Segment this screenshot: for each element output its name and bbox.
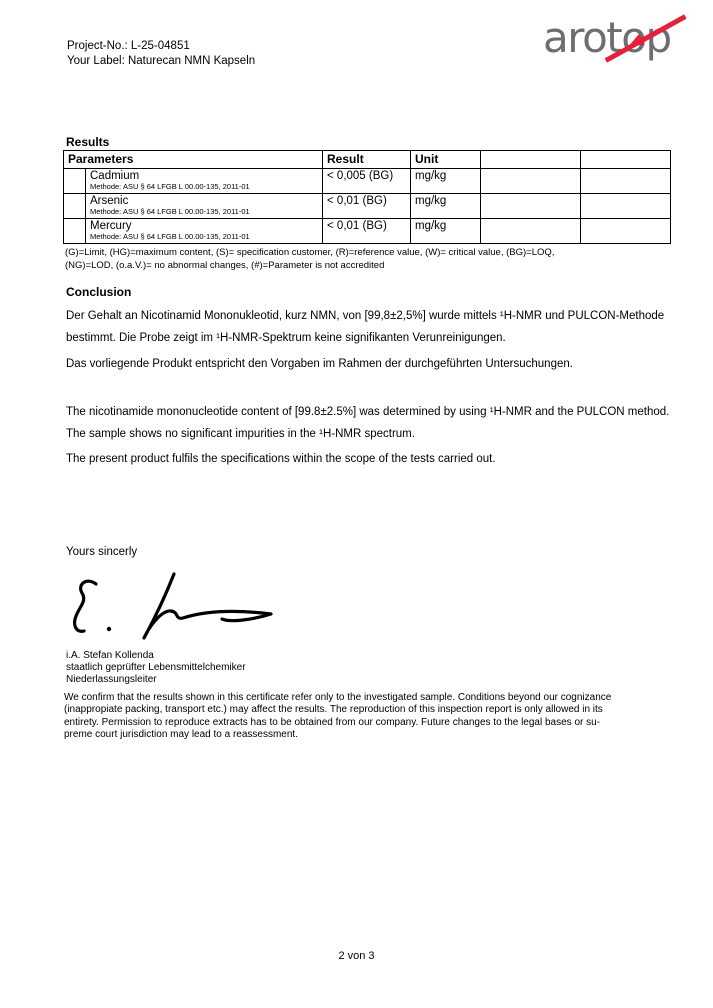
unit-cell: mg/kg <box>411 194 481 219</box>
conclusion-heading: Conclusion <box>66 285 132 299</box>
column-header-empty-1 <box>481 151 581 169</box>
results-heading: Results <box>66 135 110 149</box>
empty-cell <box>581 169 671 194</box>
legend-line: (G)=Limit, (HG)=maximum content, (S)= specification customer, (R)=reference value, (W)= critical value, (BG)=LOQ, <box>65 247 555 258</box>
result-cell: < 0,005 (BG) <box>323 169 411 194</box>
empty-cell <box>581 219 671 244</box>
disclaimer-line: preme court jurisdiction may lead to a reassessment. <box>64 728 298 740</box>
row-spacer-cell <box>64 219 86 244</box>
column-header-empty-2 <box>581 151 671 169</box>
conclusion-section <box>66 285 678 470</box>
result-cell: < 0,01 (BG) <box>323 219 411 244</box>
parameter-method: Methode: ASU § 64 LFGB L 00.00-135, 2011-01 <box>90 207 250 216</box>
row-spacer-cell <box>64 194 86 219</box>
conclusion-paragraph-en-1: The nicotinamide mononucleotide content of [99.8±2.5%] was determined by using ¹H-NMR and the PULCON method. The sample shows no significant impurities in the ¹H-NMR spectrum. <box>66 406 670 440</box>
table-row <box>64 169 671 194</box>
parameter-cell <box>86 194 323 219</box>
signature-section <box>66 546 285 686</box>
parameter-cell <box>86 169 323 194</box>
arotop-logo <box>543 10 709 72</box>
legend-line: (NG)=LOD, (o.a.V.)= no abnormal changes, (#)=Parameter is not accredited <box>65 259 385 271</box>
unit-cell: mg/kg <box>411 219 481 244</box>
table-header-row <box>64 151 671 169</box>
sample-label: Your Label: Naturecan NMN Kapseln <box>67 55 256 67</box>
result-cell: < 0,01 (BG) <box>323 194 411 219</box>
parameter-name: Arsenic <box>90 195 129 207</box>
conclusion-paragraph-en-2: The present product fulfils the specifications within the scope of the tests carried out. <box>66 453 496 465</box>
conclusion-paragraph-de-1: Der Gehalt an Nicotinamid Mononukleotid, kurz NMN, von [99,8±2,5%] wurde mittels ¹H-NMR und PULCON-Methode bestimmt. Die Probe zeigt im ¹H-NMR-Spektrum keine signifikanten Verunreinigungen. <box>66 310 665 344</box>
closing-line: Yours sincerly <box>66 546 138 558</box>
results-section <box>63 135 670 272</box>
conclusion-paragraph-de-2: Das vorliegende Produkt entspricht den Vorgaben im Rahmen der durchgeführten Untersuchungen. <box>66 358 573 370</box>
column-header-result: Result <box>323 151 411 169</box>
document-header <box>67 39 255 69</box>
empty-cell <box>481 194 581 219</box>
signer-title-2: Niederlassungsleiter <box>66 674 157 685</box>
parameter-name: Cadmium <box>90 170 140 182</box>
parameter-cell <box>86 219 323 244</box>
parameter-method: Methode: ASU § 64 LFGB L 00.00-135, 2011-01 <box>90 182 250 191</box>
signer-details <box>66 650 285 686</box>
row-spacer-cell <box>64 169 86 194</box>
abbreviation-legend <box>65 247 670 272</box>
logo-wordmark: arotop <box>543 13 671 62</box>
parameter-method: Methode: ASU § 64 LFGB L 00.00-135, 2011-01 <box>90 232 250 241</box>
parameter-name: Mercury <box>90 220 132 232</box>
column-header-parameters: Parameters <box>64 151 323 169</box>
disclaimer-line: (inappropiate packing, transport etc.) may affect the results. The reproduction of this inspection report is only allowed in its <box>64 704 603 716</box>
handwritten-signature <box>70 568 285 646</box>
results-table <box>63 150 671 244</box>
empty-cell <box>481 219 581 244</box>
disclaimer-line: We confirm that the results shown in this certificate refer only to the investigated sample. Conditions beyond our cognizance <box>64 692 612 703</box>
disclaimer-text <box>64 692 684 741</box>
table-row <box>64 194 671 219</box>
column-header-unit: Unit <box>411 151 481 169</box>
page-number: 2 von 3 <box>338 950 375 962</box>
signer-title-1: staatlich geprüfter Lebensmittelchemiker <box>66 662 246 673</box>
empty-cell <box>581 194 671 219</box>
disclaimer-line: entirety. Permission to reproduce extracts has to be obtained from our company. Future changes to the legal bases or su- <box>64 716 601 728</box>
signer-name: i.A. Stefan Kollenda <box>66 650 154 661</box>
table-row <box>64 219 671 244</box>
empty-cell <box>481 169 581 194</box>
unit-cell: mg/kg <box>411 169 481 194</box>
project-number: Project-No.: L-25-04851 <box>67 40 190 52</box>
